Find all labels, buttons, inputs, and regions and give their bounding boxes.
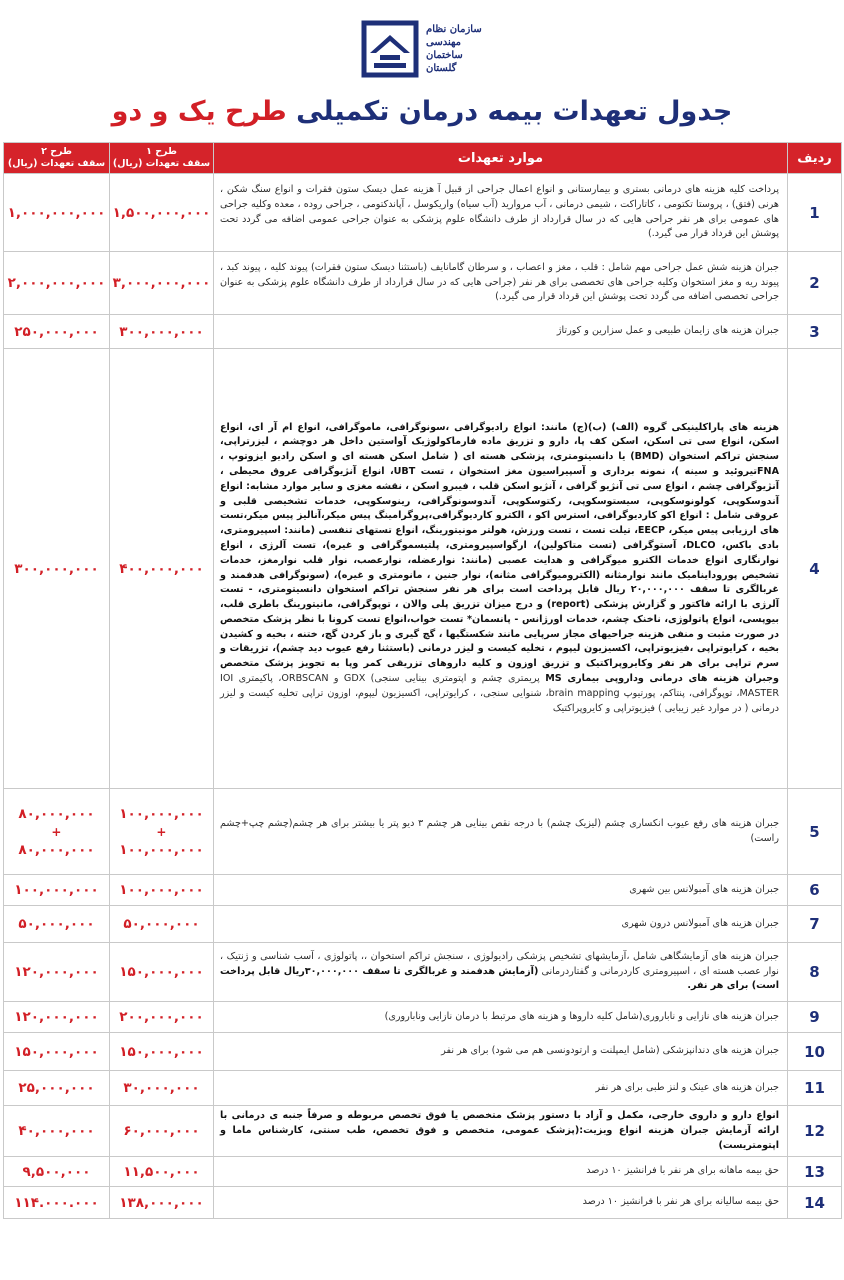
row-description-bold: (آزمایش هدفمند و غربالگری تا سقف ۳۰,۰۰۰,۰۰۰ریال قابل پرداخت است) برای هر نفر. (220, 965, 779, 992)
row-description: جبران هزینه های زایمان طبیعی و عمل سزارین و کورتاژ (214, 315, 788, 349)
plan1-amount: ۵۰,۰۰۰,۰۰۰ (110, 906, 214, 943)
plan1-amount: ۱۳۸,۰۰۰,۰۰۰ (110, 1187, 214, 1219)
table-row (4, 1033, 842, 1071)
row-number: 7 (788, 906, 842, 943)
plan2-amount: ۱۵۰,۰۰۰,۰۰۰ (4, 1033, 110, 1071)
table-row (4, 906, 842, 943)
row-description: جبران هزینه های رفع عیوب انکساری چشم (لیزیک چشم) با درجه نقص بینایی هر چشم ۳ دیو پتر یا بیشتر برای هر چشم(چشم چپ+چشم راست) (214, 789, 788, 875)
plan2-amount: ۲۵۰,۰۰۰,۰۰۰ (4, 315, 110, 349)
table-row (4, 252, 842, 315)
plan2-amount: ۱۰۰,۰۰۰,۰۰۰ (4, 875, 110, 906)
row-description (214, 943, 788, 1002)
plan1-amount: ۲۰۰,۰۰۰,۰۰۰ (110, 1002, 214, 1033)
plan1-amount: ۱۵۰,۰۰۰,۰۰۰ (110, 943, 214, 1002)
table-row (4, 1071, 842, 1106)
row-number: 4 (788, 349, 842, 789)
logo-text: سازمان نظام مهندسی ساختمان گلستان (426, 24, 482, 74)
row-description: جبران هزینه های عینک و لنز طبی برای هر نفر (214, 1071, 788, 1106)
logo-emblem-icon (360, 19, 420, 79)
organization-logo (0, 8, 844, 90)
row-description: جبران هزینه های نازایی و نابارو‌ری(شامل کلیه داروها و هزینه های مرتبط با درمان نازایی وناباروری) (214, 1002, 788, 1033)
plan2-amount-first: ۸۰,۰۰۰,۰۰۰ (18, 805, 95, 822)
plan2-amount: ۹,۵۰۰,۰۰۰ (4, 1157, 110, 1187)
plan2-amount: ۲۵,۰۰۰,۰۰۰ (4, 1071, 110, 1106)
row-description: جبران هزینه های دندانپزشکی (شامل ایمپلنت و ارتودونسی هم می شود) برای هر نفر (214, 1033, 788, 1071)
plan2-amount: ۳۰۰,۰۰۰,۰۰۰ (4, 349, 110, 789)
table-row (4, 943, 842, 1002)
table-row (4, 349, 842, 789)
plan2-amount-second: ۸۰,۰۰۰,۰۰۰ (18, 841, 95, 858)
table-row (4, 789, 842, 875)
plan1-amount (110, 789, 214, 875)
header-plan1-title: طرح ۱ (146, 146, 177, 157)
plan1-amount: ۳۰,۰۰۰,۰۰۰ (110, 1071, 214, 1106)
coverage-table (3, 142, 842, 1219)
row-number: 8 (788, 943, 842, 1002)
table-row (4, 1002, 842, 1033)
header-row-number: ردیف (788, 143, 842, 174)
row-number: 6 (788, 875, 842, 906)
plan2-amount: ۱۱۴.۰۰۰.۰۰۰ (4, 1187, 110, 1219)
title-highlight: طرح یک و دو (111, 96, 287, 127)
plus-sign: + (51, 824, 62, 839)
header-plan1-sub: سقف تعهدات (ریال) (112, 158, 211, 169)
plan1-amount-first: ۱۰۰,۰۰۰,۰۰۰ (119, 805, 204, 822)
row-number: 10 (788, 1033, 842, 1071)
row-description: حق بیمه سالیانه برای هر نفر با فرانشیز ۱۰ درصد (214, 1187, 788, 1219)
row-description: جبران هزینه های آمبولانس بین شهری (214, 875, 788, 906)
row-description: جبران هزینه شش عمل جراحی مهم شامل : قلب ، مغز و اعصاب ، و سرطان گامانایف (باستثنا دیسک ستون فقرات) پیوند کلیه ، پیوند کبد ، پیوند ریه و مغز استخوان وکلیه جراحی های تخصصی برای هر نفر (جراحی هایی که در سال قرارداد از طرف دانشگاه علوم پزشکی به عنوان جراحی تخصصی اضافه می گردد تحت پوشش این قرداد قرار می گیرد.) (214, 252, 788, 315)
table-header-row (4, 143, 842, 174)
row-number: 9 (788, 1002, 842, 1033)
table-row (4, 1157, 842, 1187)
row-description: انواع دارو و داروی خارجی، مکمل و آزاد با دستور پزشک متخصص یا فوق تخصص مربوطه و صرفاً جنبه ی درمانی با ارائه آزمایش جبران هزینه انواع ویزیت:(پزشک عمومی، متخصص و فوق تخصص، طب سنتی، کارشناس ماما و اپتومتریست) (214, 1106, 788, 1157)
row-number: 12 (788, 1106, 842, 1157)
plan2-amount: ۴۰,۰۰۰,۰۰۰ (4, 1106, 110, 1157)
table-row (4, 174, 842, 252)
plan1-amount: ۱۵۰,۰۰۰,۰۰۰ (110, 1033, 214, 1071)
row-description: جبران هزینه های آمبولانس درون شهری (214, 906, 788, 943)
title-main: جدول تعهدات بیمه درمان تکمیلی (296, 96, 733, 127)
row-description-bold: هزینه های پاراکلینیکی گروه (الف) (ب)(ج) مانند: انواع رادیوگرافی ،سونوگرافی، ماموگرافی، انواع ام آر ای، انواع اسکن، انواع سی تی اسکن، اسکن کف پا، دارو و تزریق ماده فارماکولوژیک آواستین داخل هر دوچشم ، لیزرتراپی، سنجش تراکم استخوان (BMD) یا دانسیتومتری، پزشکی هسته ای ( شامل اسکن هسته ای و اسکن رادیو ایزوتوپ ، FNAتیروئید و سینه )، نمونه برداری و آسپیراسیون مغز استخوان ، تست UBT، انواع آنژیوگرافی عروق محیطی ، آنژیوگرافی چشم ، انواع سی تی آنژیو گرافی ، آنژیو اسکن قلب ، فیبرو اسکن ، نقشه مغزی و سایر موارد مشابه: انواع آندوسکوپی، کولونوسکوپی، سیستوسکوپی، رکتوسکوپی، آندوسونوگرافی، رینوسکوپی، خدمات تشخیصی قلبی و عروقی شامل : انواع اکو کاردیوگرافی، استرس اکو ، الکترو کاردیوگرافی،پروگرامینگ پیس میکر،آنالیز پیس میکر،تست های ارزیابی پیس میکر، EECP، تیلت تست ، تست ورزش، هولتر مونیتورینگ، انواع تستهای تنفسی (مانند: اسپیرومتری، بادی باکس، DLCO، آستوگرافی (تست متاکولین)، ارگواسپیرومتری، پلتیسموگرافی و غیره)، تست آلرژی ، انواع نوارنگاری انواع خدمات الکترو میوگرافی و هدایت عصبی (مانند: نوارعضله، نوارعصب، نوار قلب نوارمغز، خدمات تشخیص پوروداینامیک مانند نوارمثانه (الکترومیوگرافی مثانه)، نوار جنین ، مانومتری و غیره)، (سونوگرافی هدفمند و غربالگری تا سقف ۲۰,۰۰۰,۰۰۰ ریال قابل پرداخت است برای هر نفر سنجش تراکم استخوان دانسیتومتری، - تست آلرژی با ارائه فاکتور و گزارش پزشکی (report) و درج میزان تزریق پلی والان ، توپوگرافی، مانیتورینگ باطری قلب، بیوپسی، انواع پاتولوژی، ناخنک چشم، خدمات اورژانس - پانسمان* تست خواب،انواع تست کرونا با نظر پزشک متخصص در صورت مثبت و منفی هزینه جراحیهای مجاز سرپایی مانند شکستگیها ، گچ گیری و باز کردن گچ، ختنه ، بخیه و کشیدن بخیه ، کرایوتراپی ،فیزیوتراپی، اکسیزیون لیپوم ، تخلیه کیست و لیزر درمانی (باستثنا رفع عیوب دید چشم)، تزریقات و سرم تراپی برای هر نفر وکایروپراکتیک و تزریق اوزون و کلیه داروهای تزریقی کمر وپا به تجویز پزشک متخصص وجبران هزینه های درمانی وداروپی بیماری MS (220, 421, 780, 685)
row-description-normal: جبران هزینه های آزمایشگاهی شامل ،آزمایشهای تشخیص پزشکی رادیولوژی ، سنجش تراکم استخوان ،، پاتولوژی ، آسب شناسی و ژنتیک ، نوار عصب هسته ای ، اسپیرومتری کاردرمانی و گفتاردرمانی (220, 950, 779, 977)
header-plan2 (4, 143, 110, 174)
plan2-amount (4, 789, 110, 875)
table-row (4, 1106, 842, 1157)
row-number: 11 (788, 1071, 842, 1106)
row-description: پرداخت کلیه هزینه های درمانی بستری و بیمارستانی و انواع اعمال جراحی از قبیل آ هزینه عمل دیسک ستون فقرات و انواع سنگ شکن ، هرنی (فتق) ، پروستا تکتومی ، کاتاراکت ، شیمی درمانی ، آب مروارید (آب سیاه) واریکوسل ، آپاندکتومی ، جراحی روده ، معده وکلیه جراحی های عمومی برای هر نفر جراحی هایی که در سال قرارداد از طرف دانشگاه علوم پزشکی به عنوان جراحی عمومی اضافه می گردد تحت پوشش این قرداد قرار می گیرد.) (214, 174, 788, 252)
plan2-amount: ۱۲۰,۰۰۰,۰۰۰ (4, 1002, 110, 1033)
plan1-amount: ۳,۰۰۰,۰۰۰,۰۰۰ (110, 252, 214, 315)
table-row (4, 1187, 842, 1219)
row-number: 13 (788, 1157, 842, 1187)
row-number: 14 (788, 1187, 842, 1219)
row-description (214, 349, 788, 789)
row-description-normal: پریمتری چشم و اپتومتری بینایی سنجی) GDX و ORBSCAN، پاکیمتری IOI MASTER، توپوگرافی، پنتاکم، پورتیوپ brain mapping، شنوایی سنجی، ، کرایوتراپی، اکسیزیون لیپوم، اوزون تراپی تخلیه کیست و لیزر درمانی ( در موارد غیر زیبایی ) فیزیوتراپی و کایروپراکتیک (220, 673, 780, 714)
table-row (4, 315, 842, 349)
page-title (0, 92, 844, 132)
plan2-amount: ۱۲۰,۰۰۰,۰۰۰ (4, 943, 110, 1002)
plan1-amount: ۱۰۰,۰۰۰,۰۰۰ (110, 875, 214, 906)
plan2-amount: ۱,۰۰۰,۰۰۰,۰۰۰ (4, 174, 110, 252)
plan1-amount: ۴۰۰,۰۰۰,۰۰۰ (110, 349, 214, 789)
header-plan2-sub: سقف تعهدات (ریال) (7, 158, 106, 169)
row-number: 3 (788, 315, 842, 349)
row-description: حق بیمه ماهانه برای هر نفر با فرانشیز ۱۰ درصد (214, 1157, 788, 1187)
plus-sign: + (156, 824, 167, 839)
plan1-amount: ۱۱,۵۰۰,۰۰۰ (110, 1157, 214, 1187)
plan1-amount-second: ۱۰۰,۰۰۰,۰۰۰ (119, 841, 204, 858)
header-plan2-title: طرح ۲ (41, 146, 72, 157)
header-plan1 (110, 143, 214, 174)
plan1-amount: ۶۰,۰۰۰,۰۰۰ (110, 1106, 214, 1157)
header-items: موارد تعهدات (214, 143, 788, 174)
plan1-amount: ۱,۵۰۰,۰۰۰,۰۰۰ (110, 174, 214, 252)
row-number: 2 (788, 252, 842, 315)
table-row (4, 875, 842, 906)
row-number: 5 (788, 789, 842, 875)
plan2-amount: ۲,۰۰۰,۰۰۰,۰۰۰ (4, 252, 110, 315)
plan1-amount: ۳۰۰,۰۰۰,۰۰۰ (110, 315, 214, 349)
plan2-amount: ۵۰,۰۰۰,۰۰۰ (4, 906, 110, 943)
row-number: 1 (788, 174, 842, 252)
